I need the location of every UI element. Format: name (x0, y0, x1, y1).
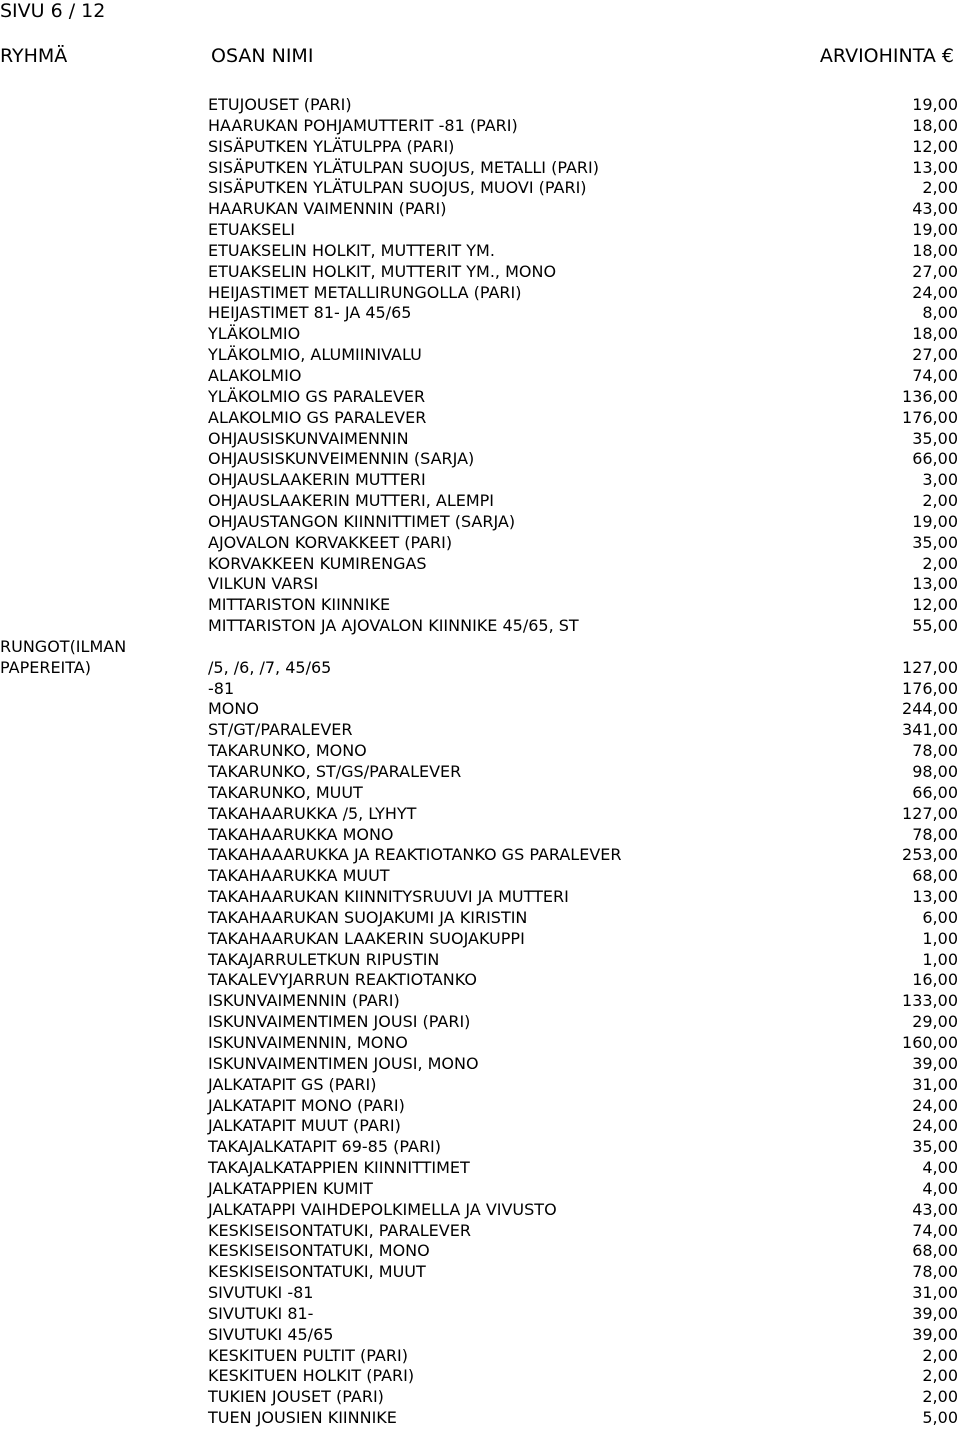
list-item (0, 720, 960, 741)
list-item (0, 1179, 960, 1200)
part-name: KESKISEISONTATUKI, PARALEVER (208, 1220, 471, 1240)
part-price: 31,00 (912, 1074, 958, 1094)
part-price: 244,00 (902, 699, 958, 719)
part-name: HEIJASTIMET 81- JA 45/65 (208, 303, 412, 323)
part-price: 18,00 (912, 115, 958, 135)
list-item (0, 950, 960, 971)
part-name: HAARUKAN VAIMENNIN (PARI) (208, 199, 447, 219)
part-name: TAKAJALKATAPIT 69-85 (PARI) (208, 1137, 442, 1157)
part-price: 5,00 (922, 1408, 958, 1428)
header-group: RYHMÄ (0, 45, 68, 67)
list-item (0, 1241, 960, 1262)
part-price: 24,00 (912, 1095, 958, 1115)
part-name: TAKAJARRULETKUN RIPUSTIN (208, 949, 440, 969)
group-label-line1: RUNGOT(ILMAN (0, 637, 127, 656)
list-item (0, 616, 960, 637)
part-price: 160,00 (902, 1032, 958, 1052)
part-price: 19,00 (912, 95, 958, 114)
part-name: TAKAHAARUKAN KIINNITYSRUUVI JA MUTTERI (208, 887, 569, 907)
header-part-name: OSAN NIMI (211, 45, 314, 67)
list-item (0, 158, 960, 179)
part-price: 66,00 (912, 782, 958, 802)
list-item (0, 387, 960, 408)
part-price: 19,00 (912, 511, 958, 531)
part-name: SISÄPUTKEN YLÄTULPAN SUOJUS, METALLI (PARI) (208, 157, 599, 177)
list-item (0, 283, 960, 304)
list-item (0, 637, 960, 658)
part-price: 18,00 (912, 324, 958, 344)
list-item (0, 1262, 960, 1283)
list-item (0, 116, 960, 137)
list-item (0, 1221, 960, 1242)
list-item (0, 449, 960, 470)
list-item (0, 241, 960, 262)
part-name: KESKISEISONTATUKI, MUUT (208, 1262, 426, 1282)
part-name: OHJAUSISKUNVEIMENNIN (SARJA) (208, 449, 475, 469)
part-price: 31,00 (912, 1283, 958, 1303)
list-item (0, 199, 960, 220)
list-item (0, 991, 960, 1012)
part-name: HEIJASTIMET METALLIRUNGOLLA (PARI) (208, 282, 522, 302)
part-name: ETUAKSELIN HOLKIT, MUTTERIT YM. (208, 240, 495, 260)
list-item (0, 762, 960, 783)
part-name: OHJAUSTANGON KIINNITTIMET (SARJA) (208, 511, 516, 531)
part-price: 176,00 (902, 407, 958, 427)
part-name: SISÄPUTKEN YLÄTULPAN SUOJUS, MUOVI (PARI) (208, 178, 587, 198)
list-item (0, 574, 960, 595)
part-name: SIVUTUKI -81 (208, 1283, 314, 1303)
part-price: 74,00 (912, 365, 958, 385)
part-name: ALAKOLMIO GS PARALEVER (208, 407, 427, 427)
part-price: 27,00 (912, 345, 958, 365)
part-price: 4,00 (922, 1178, 958, 1198)
part-name: OHJAUSLAAKERIN MUTTERI (208, 470, 426, 490)
part-price: 55,00 (912, 616, 958, 636)
page-number: SIVU 6 / 12 (0, 0, 106, 22)
part-name: ST/GT/PARALEVER (208, 720, 353, 740)
part-name: OHJAUSLAAKERIN MUTTERI, ALEMPI (208, 491, 495, 511)
part-price: 1,00 (922, 949, 958, 969)
part-name: ETUAKSELIN HOLKIT, MUTTERIT YM., MONO (208, 261, 557, 281)
part-name: TAKARUNKO, MUUT (208, 782, 363, 802)
part-name: TAKAHAAARUKKA JA REAKTIOTANKO GS PARALEVER (208, 845, 622, 865)
list-item (0, 1283, 960, 1304)
part-name: TAKAHAARUKAN SUOJAKUMI JA KIRISTIN (208, 907, 528, 927)
list-item (0, 1325, 960, 1346)
part-name: KESKITUEN PULTIT (PARI) (208, 1345, 408, 1365)
part-name: TAKAHAARUKAN LAAKERIN SUOJAKUPPI (208, 928, 525, 948)
list-item (0, 1054, 960, 1075)
part-price: 6,00 (922, 907, 958, 927)
list-item (0, 1366, 960, 1387)
part-name: YLÄKOLMIO GS PARALEVER (208, 386, 426, 406)
part-name: TUEN JOUSIEN KIINNIKE (208, 1408, 397, 1428)
part-price: 39,00 (912, 1324, 958, 1344)
list-item (0, 554, 960, 575)
list-item (0, 1033, 960, 1054)
part-name: KESKISEISONTATUKI, MONO (208, 1241, 430, 1261)
list-item (0, 1408, 960, 1429)
list-item (0, 324, 960, 345)
part-name: MITTARISTON KIINNIKE (208, 595, 391, 615)
part-price: 2,00 (922, 1345, 958, 1365)
part-price: 27,00 (912, 261, 958, 281)
part-name: JALKATAPIT MONO (PARI) (208, 1095, 405, 1115)
part-price: 127,00 (902, 803, 958, 823)
part-price: 35,00 (912, 532, 958, 552)
part-price: 127,00 (902, 657, 958, 677)
part-price: 19,00 (912, 220, 958, 240)
part-price: 78,00 (912, 741, 958, 761)
list-item (0, 366, 960, 387)
part-price: 35,00 (912, 1137, 958, 1157)
list-item (0, 491, 960, 512)
list-item (0, 220, 960, 241)
list-item (0, 595, 960, 616)
part-name: /5, /6, /7, 45/65 (208, 657, 332, 677)
part-name: YLÄKOLMIO, ALUMIINIVALU (208, 345, 422, 365)
part-price: 78,00 (912, 1262, 958, 1282)
part-price: 2,00 (922, 1366, 958, 1386)
list-item (0, 345, 960, 366)
part-price: 43,00 (912, 1199, 958, 1219)
part-name: TAKAHAARUKKA /5, LYHYT (208, 803, 417, 823)
header-price: ARVIOHINTA € (819, 45, 954, 67)
list-item (0, 866, 960, 887)
part-name: JALKATAPPI VAIHDEPOLKIMELLA JA VIVUSTO (208, 1199, 557, 1219)
part-price: 133,00 (902, 991, 958, 1011)
part-name: KESKITUEN HOLKIT (PARI) (208, 1366, 415, 1386)
list-item (0, 1304, 960, 1325)
list-item (0, 970, 960, 991)
list-item (0, 887, 960, 908)
list-item (0, 1137, 960, 1158)
part-price: 176,00 (902, 678, 958, 698)
part-name: ETUJOUSET (PARI) (208, 95, 352, 114)
part-price: 68,00 (912, 866, 958, 886)
list-item (0, 1116, 960, 1137)
part-price: 8,00 (922, 303, 958, 323)
list-item (0, 804, 960, 825)
list-item (0, 1200, 960, 1221)
part-price: 78,00 (912, 824, 958, 844)
list-item (0, 303, 960, 324)
part-price: 43,00 (912, 199, 958, 219)
list-item (0, 1096, 960, 1117)
list-item (0, 470, 960, 491)
part-name: TAKARUNKO, MONO (208, 741, 367, 761)
list-item (0, 908, 960, 929)
part-price: 24,00 (912, 282, 958, 302)
part-name: MITTARISTON JA AJOVALON KIINNIKE 45/65, ST (208, 616, 579, 636)
part-name: MONO (208, 699, 259, 719)
part-name: TUKIEN JOUSET (PARI) (208, 1387, 384, 1407)
part-price: 2,00 (922, 491, 958, 511)
part-name: TAKAHAARUKKA MUUT (208, 866, 390, 886)
list-item (0, 929, 960, 950)
part-price: 341,00 (902, 720, 958, 740)
list-item (0, 1075, 960, 1096)
part-price: 136,00 (902, 386, 958, 406)
part-name: TAKALEVYJARRUN REAKTIOTANKO (208, 970, 477, 990)
part-price: 68,00 (912, 1241, 958, 1261)
part-name: ISKUNVAIMENTIMEN JOUSI, MONO (208, 1053, 479, 1073)
list-item (0, 741, 960, 762)
part-price: 35,00 (912, 428, 958, 448)
part-price: 3,00 (922, 470, 958, 490)
part-price: 24,00 (912, 1116, 958, 1136)
list-item (0, 679, 960, 700)
part-name: SIVUTUKI 81- (208, 1303, 314, 1323)
part-price: 98,00 (912, 762, 958, 781)
part-price: 66,00 (912, 449, 958, 469)
part-name: JALKATAPIT GS (PARI) (208, 1074, 377, 1094)
list-item (0, 825, 960, 846)
part-name: ISKUNVAIMENNIN, MONO (208, 1032, 408, 1052)
part-name: ISKUNVAIMENTIMEN JOUSI (PARI) (208, 1012, 471, 1032)
list-item (0, 845, 960, 866)
part-name: JALKATAPPIEN KUMIT (208, 1178, 373, 1198)
group-label-line2: PAPEREITA) (0, 658, 91, 677)
part-name: HAARUKAN POHJAMUTTERIT -81 (PARI) (208, 115, 518, 135)
part-price: 4,00 (922, 1158, 958, 1178)
part-name: YLÄKOLMIO (208, 324, 301, 344)
part-name: TAKAJALKATAPPIEN KIINNITTIMET (208, 1158, 470, 1178)
part-price: 2,00 (922, 1387, 958, 1407)
part-price: 74,00 (912, 1220, 958, 1240)
list-item (0, 178, 960, 199)
list-item (0, 429, 960, 450)
list-item (0, 408, 960, 429)
parts-list (0, 95, 960, 1429)
part-price: 39,00 (912, 1303, 958, 1323)
list-item (0, 699, 960, 720)
part-name: JALKATAPIT MUUT (PARI) (208, 1116, 401, 1136)
part-price: 12,00 (912, 595, 958, 615)
part-name: TAKAHAARUKKA MONO (208, 824, 394, 844)
part-price: 39,00 (912, 1053, 958, 1073)
list-item (0, 1158, 960, 1179)
column-header (0, 43, 960, 69)
part-price: 16,00 (912, 970, 958, 990)
part-price: 12,00 (912, 136, 958, 156)
part-name: KORVAKKEEN KUMIRENGAS (208, 553, 427, 573)
part-price: 13,00 (912, 887, 958, 907)
list-item (0, 533, 960, 554)
part-name: TAKARUNKO, ST/GS/PARALEVER (208, 762, 462, 781)
list-item (0, 1012, 960, 1033)
part-name: OHJAUSISKUNVAIMENNIN (208, 428, 409, 448)
part-price: 29,00 (912, 1012, 958, 1032)
part-price: 13,00 (912, 157, 958, 177)
list-item (0, 137, 960, 158)
part-price: 13,00 (912, 574, 958, 594)
part-name: ALAKOLMIO (208, 365, 302, 385)
list-item (0, 1346, 960, 1367)
list-item (0, 658, 960, 679)
list-item (0, 512, 960, 533)
part-price: 18,00 (912, 240, 958, 260)
part-name: ETUAKSELI (208, 220, 295, 240)
part-price: 1,00 (922, 928, 958, 948)
part-name: -81 (208, 678, 235, 698)
part-price: 253,00 (902, 845, 958, 865)
list-item (0, 262, 960, 283)
list-item (0, 1387, 960, 1408)
part-price: 2,00 (922, 178, 958, 198)
part-name: SIVUTUKI 45/65 (208, 1324, 334, 1344)
part-price: 2,00 (922, 553, 958, 573)
list-item (0, 783, 960, 804)
part-name: SISÄPUTKEN YLÄTULPPA (PARI) (208, 136, 455, 156)
list-item (0, 95, 960, 116)
part-name: AJOVALON KORVAKKEET (PARI) (208, 532, 453, 552)
part-name: VILKUN VARSI (208, 574, 319, 594)
part-name: ISKUNVAIMENNIN (PARI) (208, 991, 400, 1011)
